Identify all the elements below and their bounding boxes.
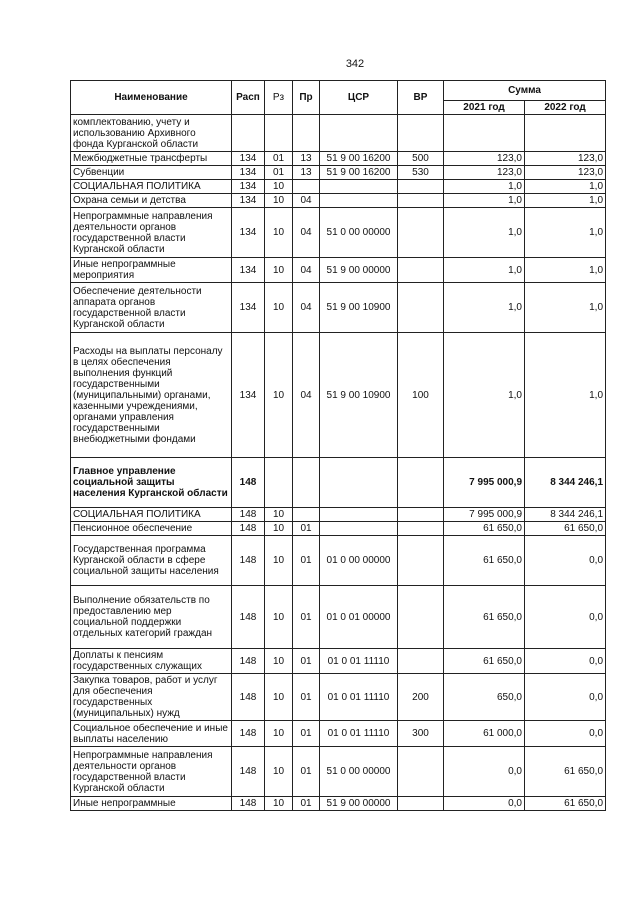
cell-vr bbox=[398, 536, 444, 586]
table-row bbox=[71, 194, 606, 208]
cell-rasp: 148 bbox=[232, 458, 265, 508]
cell-sum-2022: 1,0 bbox=[525, 333, 606, 458]
cell-name: Межбюджетные трансферты bbox=[71, 152, 232, 166]
cell-vr: 200 bbox=[398, 674, 444, 721]
cell-rasp: 148 bbox=[232, 674, 265, 721]
cell-pr: 01 bbox=[293, 536, 320, 586]
cell-sum-2022: 1,0 bbox=[525, 208, 606, 258]
cell-pr: 01 bbox=[293, 721, 320, 747]
cell-pr: 04 bbox=[293, 208, 320, 258]
cell-name: Выполнение обязательств по предоставлению мер социальной поддержки отдельных категорий граждан bbox=[71, 586, 232, 649]
cell-csr: 01 0 01 11110 bbox=[320, 721, 398, 747]
cell-rz: 10 bbox=[265, 586, 293, 649]
cell-vr bbox=[398, 194, 444, 208]
cell-name: Иные непрограммные мероприятия bbox=[71, 258, 232, 283]
table-row bbox=[71, 649, 606, 674]
cell-name: СОЦИАЛЬНАЯ ПОЛИТИКА bbox=[71, 508, 232, 522]
cell-rz: 10 bbox=[265, 283, 293, 333]
cell-csr: 01 0 01 11110 bbox=[320, 674, 398, 721]
table-body bbox=[71, 115, 606, 811]
cell-vr bbox=[398, 522, 444, 536]
table-header bbox=[71, 81, 606, 115]
cell-name: Обеспечение деятельности аппарата органов государственной власти Курганской области bbox=[71, 283, 232, 333]
cell-vr: 530 bbox=[398, 166, 444, 180]
cell-pr: 04 bbox=[293, 333, 320, 458]
cell-sum-2021: 0,0 bbox=[444, 747, 525, 797]
cell-rasp: 134 bbox=[232, 208, 265, 258]
cell-rz: 10 bbox=[265, 674, 293, 721]
cell-rasp: 148 bbox=[232, 522, 265, 536]
cell-rasp: 134 bbox=[232, 258, 265, 283]
cell-pr: 13 bbox=[293, 166, 320, 180]
cell-rasp: 134 bbox=[232, 180, 265, 194]
cell-sum-2021: 1,0 bbox=[444, 258, 525, 283]
cell-sum-2022: 8 344 246,1 bbox=[525, 508, 606, 522]
cell-pr: 13 bbox=[293, 152, 320, 166]
cell-name: Закупка товаров, работ и услуг для обеспечения государственных (муниципальных) нужд bbox=[71, 674, 232, 721]
cell-pr: 01 bbox=[293, 649, 320, 674]
header-name: Наименование bbox=[71, 81, 232, 115]
cell-rasp: 134 bbox=[232, 166, 265, 180]
table-row bbox=[71, 674, 606, 721]
cell-rasp: 134 bbox=[232, 333, 265, 458]
cell-pr bbox=[293, 458, 320, 508]
cell-pr: 01 bbox=[293, 747, 320, 797]
cell-csr bbox=[320, 194, 398, 208]
cell-rz: 01 bbox=[265, 152, 293, 166]
cell-rz: 10 bbox=[265, 747, 293, 797]
cell-rasp: 148 bbox=[232, 508, 265, 522]
cell-sum-2021: 61 650,0 bbox=[444, 522, 525, 536]
cell-sum-2022: 0,0 bbox=[525, 721, 606, 747]
cell-sum-2021: 61 650,0 bbox=[444, 649, 525, 674]
header-pr: Пр bbox=[293, 81, 320, 115]
table-row bbox=[71, 258, 606, 283]
header-sum: Сумма bbox=[444, 81, 606, 101]
cell-pr: 01 bbox=[293, 522, 320, 536]
table-row bbox=[71, 180, 606, 194]
table-row bbox=[71, 283, 606, 333]
cell-rz: 10 bbox=[265, 536, 293, 586]
cell-sum-2022: 61 650,0 bbox=[525, 522, 606, 536]
cell-sum-2021: 1,0 bbox=[444, 283, 525, 333]
cell-name: Пенсионное обеспечение bbox=[71, 522, 232, 536]
table-row bbox=[71, 458, 606, 508]
table-row bbox=[71, 115, 606, 152]
cell-csr: 51 9 00 10900 bbox=[320, 283, 398, 333]
cell-name: Непрограммные направления деятельности органов государственной власти Курганской области bbox=[71, 208, 232, 258]
cell-sum-2022: 1,0 bbox=[525, 180, 606, 194]
cell-vr bbox=[398, 586, 444, 649]
cell-rz: 10 bbox=[265, 208, 293, 258]
cell-pr bbox=[293, 180, 320, 194]
budget-table bbox=[70, 80, 606, 811]
cell-csr: 01 0 01 11110 bbox=[320, 649, 398, 674]
cell-rz: 10 bbox=[265, 194, 293, 208]
table-row bbox=[71, 208, 606, 258]
page-number: 342 bbox=[345, 58, 365, 70]
cell-name: комплектованию, учету и использованию Архивного фонда Курганской области bbox=[71, 115, 232, 152]
cell-pr bbox=[293, 508, 320, 522]
cell-sum-2021: 1,0 bbox=[444, 194, 525, 208]
cell-name: СОЦИАЛЬНАЯ ПОЛИТИКА bbox=[71, 180, 232, 194]
cell-csr bbox=[320, 522, 398, 536]
cell-rasp: 148 bbox=[232, 797, 265, 811]
cell-name: Непрограммные направления деятельности органов государственной власти Курганской области bbox=[71, 747, 232, 797]
cell-rz: 01 bbox=[265, 166, 293, 180]
cell-rasp: 148 bbox=[232, 536, 265, 586]
cell-name: Охрана семьи и детства bbox=[71, 194, 232, 208]
table-row bbox=[71, 797, 606, 811]
cell-pr: 04 bbox=[293, 258, 320, 283]
cell-pr: 01 bbox=[293, 586, 320, 649]
cell-rz bbox=[265, 458, 293, 508]
cell-pr: 01 bbox=[293, 674, 320, 721]
cell-csr: 51 9 00 00000 bbox=[320, 258, 398, 283]
cell-pr: 04 bbox=[293, 194, 320, 208]
cell-rz: 10 bbox=[265, 522, 293, 536]
table-row bbox=[71, 152, 606, 166]
cell-pr: 01 bbox=[293, 797, 320, 811]
table-row bbox=[71, 747, 606, 797]
cell-sum-2021: 61 000,0 bbox=[444, 721, 525, 747]
cell-name: Государственная программа Курганской области в сфере социальной защиты населения bbox=[71, 536, 232, 586]
header-vr: ВР bbox=[398, 81, 444, 115]
cell-sum-2021: 0,0 bbox=[444, 797, 525, 811]
cell-csr: 01 0 00 00000 bbox=[320, 536, 398, 586]
cell-rz: 10 bbox=[265, 721, 293, 747]
cell-rz: 10 bbox=[265, 649, 293, 674]
header-rasp: Расп bbox=[232, 81, 265, 115]
cell-name: Доплаты к пенсиям государственных служащих bbox=[71, 649, 232, 674]
cell-rasp: 134 bbox=[232, 283, 265, 333]
cell-rasp: 148 bbox=[232, 721, 265, 747]
cell-rz: 10 bbox=[265, 333, 293, 458]
cell-csr bbox=[320, 508, 398, 522]
cell-rz: 10 bbox=[265, 508, 293, 522]
cell-rz bbox=[265, 115, 293, 152]
header-year-2022: 2022 год bbox=[525, 101, 606, 115]
cell-sum-2021: 1,0 bbox=[444, 180, 525, 194]
cell-csr bbox=[320, 180, 398, 194]
cell-name: Иные непрограммные bbox=[71, 797, 232, 811]
table-row bbox=[71, 522, 606, 536]
cell-pr: 04 bbox=[293, 283, 320, 333]
cell-csr: 51 0 00 00000 bbox=[320, 208, 398, 258]
cell-sum-2022: 0,0 bbox=[525, 674, 606, 721]
cell-sum-2022: 0,0 bbox=[525, 586, 606, 649]
table-row bbox=[71, 536, 606, 586]
cell-sum-2021: 61 650,0 bbox=[444, 536, 525, 586]
header-csr: ЦСР bbox=[320, 81, 398, 115]
table-row bbox=[71, 166, 606, 180]
cell-sum-2021: 1,0 bbox=[444, 333, 525, 458]
cell-sum-2022: 1,0 bbox=[525, 194, 606, 208]
cell-vr: 500 bbox=[398, 152, 444, 166]
cell-csr: 51 9 00 10900 bbox=[320, 333, 398, 458]
header-year-2021: 2021 год bbox=[444, 101, 525, 115]
cell-csr: 51 9 00 16200 bbox=[320, 152, 398, 166]
table-row bbox=[71, 508, 606, 522]
cell-sum-2022: 1,0 bbox=[525, 258, 606, 283]
cell-vr: 100 bbox=[398, 333, 444, 458]
cell-csr: 51 9 00 00000 bbox=[320, 797, 398, 811]
cell-rasp: 134 bbox=[232, 194, 265, 208]
cell-rasp bbox=[232, 115, 265, 152]
cell-sum-2022 bbox=[525, 115, 606, 152]
cell-vr bbox=[398, 283, 444, 333]
cell-sum-2022: 61 650,0 bbox=[525, 797, 606, 811]
cell-csr: 51 9 00 16200 bbox=[320, 166, 398, 180]
cell-vr: 300 bbox=[398, 721, 444, 747]
cell-vr bbox=[398, 458, 444, 508]
cell-sum-2022: 61 650,0 bbox=[525, 747, 606, 797]
cell-vr bbox=[398, 649, 444, 674]
cell-sum-2021: 1,0 bbox=[444, 208, 525, 258]
cell-csr bbox=[320, 115, 398, 152]
cell-csr bbox=[320, 458, 398, 508]
cell-name: Субвенции bbox=[71, 166, 232, 180]
cell-sum-2022: 123,0 bbox=[525, 152, 606, 166]
cell-csr: 01 0 01 00000 bbox=[320, 586, 398, 649]
cell-rasp: 134 bbox=[232, 152, 265, 166]
cell-name: Главное управление социальной защиты населения Курганской области bbox=[71, 458, 232, 508]
cell-sum-2021: 61 650,0 bbox=[444, 586, 525, 649]
cell-rz: 10 bbox=[265, 258, 293, 283]
table-row bbox=[71, 586, 606, 649]
cell-sum-2022: 123,0 bbox=[525, 166, 606, 180]
cell-rasp: 148 bbox=[232, 649, 265, 674]
cell-vr bbox=[398, 258, 444, 283]
cell-vr bbox=[398, 115, 444, 152]
cell-sum-2022: 0,0 bbox=[525, 649, 606, 674]
cell-vr bbox=[398, 508, 444, 522]
cell-vr bbox=[398, 180, 444, 194]
cell-name: Социальное обеспечение и иные выплаты населению bbox=[71, 721, 232, 747]
cell-sum-2021 bbox=[444, 115, 525, 152]
table-row bbox=[71, 721, 606, 747]
cell-rasp: 148 bbox=[232, 747, 265, 797]
cell-sum-2021: 123,0 bbox=[444, 152, 525, 166]
table-row bbox=[71, 333, 606, 458]
cell-pr bbox=[293, 115, 320, 152]
cell-name: Расходы на выплаты персоналу в целях обеспечения выполнения функций государственными (муниципальными) органами, казенными учреждениями, органами управления государственными внебюджетными фондами bbox=[71, 333, 232, 458]
cell-sum-2022: 0,0 bbox=[525, 536, 606, 586]
cell-vr bbox=[398, 747, 444, 797]
header-rz: Рз bbox=[265, 81, 293, 115]
cell-rz: 10 bbox=[265, 797, 293, 811]
cell-sum-2022: 1,0 bbox=[525, 283, 606, 333]
cell-sum-2021: 123,0 bbox=[444, 166, 525, 180]
cell-sum-2022: 8 344 246,1 bbox=[525, 458, 606, 508]
cell-sum-2021: 7 995 000,9 bbox=[444, 458, 525, 508]
cell-vr bbox=[398, 208, 444, 258]
cell-sum-2021: 7 995 000,9 bbox=[444, 508, 525, 522]
cell-rasp: 148 bbox=[232, 586, 265, 649]
cell-rz: 10 bbox=[265, 180, 293, 194]
cell-sum-2021: 650,0 bbox=[444, 674, 525, 721]
cell-vr bbox=[398, 797, 444, 811]
cell-csr: 51 0 00 00000 bbox=[320, 747, 398, 797]
